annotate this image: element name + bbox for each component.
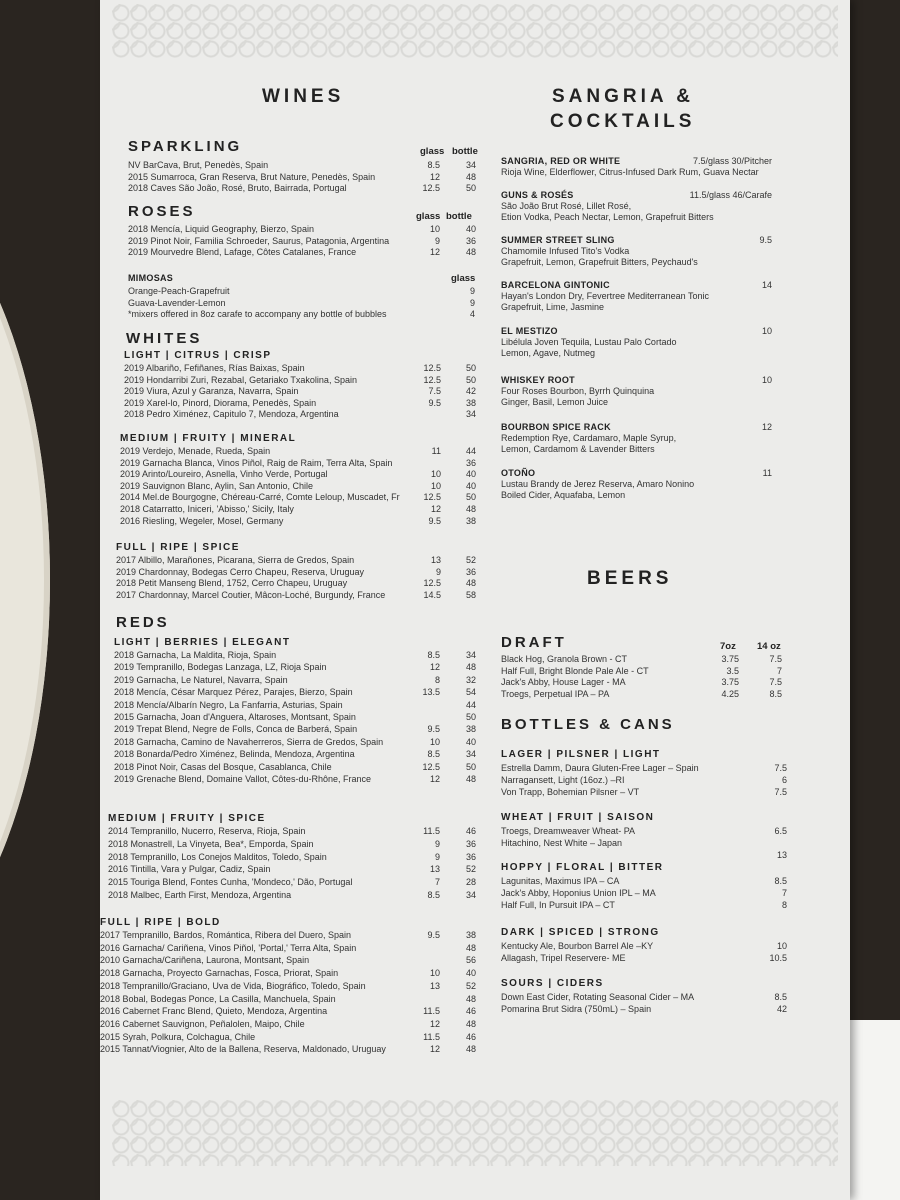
wine-name: 2016 Cabernet Franc Blend, Quieto, Mendoza, Argentina	[100, 1006, 328, 1017]
wine-bottle-price: 50	[465, 712, 476, 722]
wine-bottle-price: 46	[465, 1006, 476, 1017]
beer-price-14oz: 7.5	[769, 677, 782, 687]
cocktail-name: BARCELONA GINTONIC	[501, 280, 610, 290]
wine-name: 2019 Viura, Azul y Garanza, Navarra, Spain	[124, 386, 299, 396]
wine-row	[120, 516, 480, 529]
wine-bottle-price: 34	[465, 749, 476, 760]
wine-bottle-price: 50	[465, 374, 476, 385]
beer-price: 6.5	[774, 826, 787, 836]
beer-group-heading: DARK | SPICED | STRONG	[501, 927, 660, 938]
wine-bottle-price: 38	[465, 515, 476, 526]
bottle-beer-row	[501, 787, 791, 799]
wine-row	[114, 675, 474, 688]
decorative-pattern-bottom	[112, 1100, 838, 1166]
wine-bottle-price: 40	[465, 736, 476, 747]
wine-row	[128, 309, 488, 322]
wine-glass-price: 12.5	[423, 492, 441, 503]
wine-glass-price: 10	[429, 224, 440, 234]
cocktail-ingredients: Chamomile Infused Tito's Vodka	[501, 246, 630, 256]
wine-bottle-price: 48	[465, 171, 476, 182]
wine-group-heading: FULL | RIPE | BOLD	[100, 917, 221, 928]
wine-name: 2018 Garnacha, Proyecto Garnachas, Fosca, Priorat, Spain	[100, 968, 339, 979]
wine-glass-price: 12.5	[423, 578, 441, 589]
wine-glass-price: 12	[430, 504, 441, 514]
wine-group-heading: FULL | RIPE | SPICE	[116, 542, 240, 553]
wine-row	[108, 851, 476, 865]
beer-price: 10	[776, 941, 787, 951]
wine-name: 2018 Bonarda/Pedro Ximénez, Belinda, Mendoza, Argentina	[114, 749, 355, 760]
cocktail-name: EL MESTIZO	[501, 326, 558, 336]
wine-name: 2015 Garnacha, Joan d'Anguera, Altaroses, Montsant, Spain	[114, 712, 356, 722]
cocktail-name: BOURBON SPICE RACK	[501, 422, 611, 432]
bottle-beer-row	[501, 888, 791, 900]
wine-bottle-price: 50	[465, 492, 476, 503]
wine-glass-price: 8.5	[427, 890, 440, 900]
wine-bottle-price: 50	[465, 761, 476, 772]
wine-name: 2018 Caves São João, Rosé, Bruto, Bairrada, Portugal	[128, 183, 347, 193]
cocktail-ingredients: Grapefruit, Lime, Jasmine	[501, 302, 605, 312]
wine-name: Orange-Peach-Grapefruit	[128, 286, 230, 296]
bottle-beer-row	[501, 876, 791, 888]
wine-name: 2017 Chardonnay, Marcel Coutier, Mâcon-Loché, Burgundy, France	[116, 589, 386, 600]
wine-name: 2019 Pinot Noir, Familia Schroeder, Saurus, Patagonia, Argentina	[128, 235, 390, 246]
plate	[0, 170, 50, 990]
wine-bottle-price: 36	[465, 235, 476, 246]
beer-price: 6	[781, 775, 787, 786]
wine-glass-price: 9.5	[427, 724, 440, 735]
beer-price: 10.5	[769, 953, 787, 964]
beer-price: 8.5	[774, 876, 787, 886]
wine-row	[114, 687, 474, 700]
bottle-beer-row	[501, 992, 791, 1004]
wine-glass-price: 10	[429, 968, 440, 979]
wine-bottle-price: 48	[465, 1044, 476, 1055]
wine-name: 2017 Tempranillo, Bardos, Romántica, Ribera del Duero, Spain	[100, 930, 351, 940]
wine-bottle-price: 40	[465, 224, 476, 234]
wine-bottle-price: 48	[465, 1018, 476, 1029]
beer-price-14oz: 8.5	[769, 688, 782, 699]
decorative-pattern-top	[112, 4, 838, 58]
wine-glass-price: 12.5	[423, 363, 441, 373]
beer-price: 42	[776, 1004, 787, 1015]
wine-name: 2019 Garnacha, Le Naturel, Navarra, Spain	[114, 674, 288, 685]
wine-bottle-price: 46	[465, 826, 476, 836]
wine-glass-price: 8.5	[427, 650, 440, 660]
wine-name: 2018 Monastrell, La Vinyeta, Bea*, Emporda, Spain	[108, 838, 314, 849]
wine-glass-price: 12	[429, 171, 440, 182]
roses-glass-label: glass	[416, 211, 441, 222]
wine-row	[128, 183, 488, 196]
wine-glass-price: 9.5	[427, 930, 440, 940]
wine-name: 2018 Tempranillo/Graciano, Uva de Vida, Biográfico, Toledo, Spain	[100, 980, 366, 991]
wine-glass-price: 12	[429, 247, 440, 257]
wine-name: *mixers offered in 8oz carafe to accompany any bottle of bubbles	[128, 309, 387, 319]
wine-bottle-price: 44	[465, 446, 476, 456]
wine-name: 2019 Tempranillo, Bodegas Lanzaga, LZ, Rioja Spain	[114, 662, 327, 673]
beer-name: Hitachino, Nest White – Japan	[501, 838, 623, 849]
wine-bottle-price: 44	[465, 699, 476, 710]
wine-name: 2016 Garnacha/ Cariñena, Vinos Piñol, 'Portal,' Terra Alta, Spain	[100, 942, 357, 953]
wine-name: 2019 Chardonnay, Bodegas Cerro Chapeu, Reserva, Uruguay	[116, 566, 364, 577]
bottles-heading: BOTTLES & CANS	[501, 716, 675, 733]
cocktail-price: 9.5	[759, 235, 772, 245]
wine-glass-price: 12.5	[422, 761, 440, 772]
beer-name: Troegs, Perpetual IPA – PA	[501, 688, 610, 699]
wine-bottle-price: 34	[465, 409, 476, 419]
beer-name: Jack's Abby, Hoponius Union IPL – MA	[501, 888, 656, 899]
wine-name: 2018 Catarratto, Iniceri, 'Abisso,' Sicily, Italy	[120, 504, 294, 514]
wine-bottle-price: 52	[465, 555, 476, 565]
wine-bottle-price: 36	[465, 457, 476, 468]
cocktail-ingredients: Redemption Rye, Cardamaro, Maple Syrup,	[501, 433, 677, 443]
wine-group-heading: MEDIUM | FRUITY | MINERAL	[120, 433, 297, 444]
beer-name: Down East Cider, Rotating Seasonal Cider – MA	[501, 992, 695, 1002]
wine-name: 2016 Riesling, Wegeler, Mosel, Germany	[120, 515, 284, 526]
beer-group-heading: SOURS | CIDERS	[501, 978, 604, 989]
beer-group-heading: LAGER | PILSNER | LIGHT	[501, 749, 661, 760]
wine-glass-price: 9.5	[428, 515, 441, 526]
wine-group-heading: MEDIUM | FRUITY | SPICE	[108, 813, 266, 824]
beer-price-7oz: 3.75	[721, 677, 739, 687]
wine-row	[114, 700, 474, 713]
cocktail-price: 11	[762, 468, 772, 478]
wine-bottle-price: 28	[465, 877, 476, 888]
wine-bottle-price: 48	[465, 504, 476, 514]
beer-price: 8	[781, 900, 787, 911]
beer-name: Von Trapp, Bohemian Pilsner – VT	[501, 787, 640, 798]
wine-name: 2017 Albillo, Marañones, Picarana, Sierra de Gredos, Spain	[116, 555, 355, 565]
cocktail-name: GUNS & ROSÉS	[501, 190, 574, 200]
wine-row	[100, 980, 476, 994]
cocktail-ingredients: Ginger, Basil, Lemon Juice	[501, 397, 609, 407]
wine-row	[100, 1018, 476, 1032]
cocktail-price: 14	[761, 280, 772, 290]
wine-glass-price: 10	[429, 736, 440, 747]
wine-row	[100, 930, 476, 943]
sparkling-heading: SPARKLING	[128, 138, 243, 155]
wine-glass-price: 14.5	[423, 589, 441, 600]
beer-price: 7.5	[774, 763, 787, 773]
wine-name: 2010 Garnacha/Cariñena, Laurona, Montsant, Spain	[100, 955, 310, 966]
cocktail-price: 11.5/glass 46/Carafe	[689, 190, 772, 200]
beer-name: Narragansett, Light (16oz.) –RI	[501, 775, 625, 786]
cocktail-ingredients: Libélula Joven Tequila, Lustau Palo Cortado	[501, 337, 677, 347]
wine-bottle-price: 38	[465, 724, 476, 735]
wine-row	[100, 1031, 476, 1045]
wine-glass-price: 8.5	[427, 160, 440, 170]
wine-bottle-price: 34	[465, 890, 476, 900]
wine-glass-price: 13	[430, 555, 441, 565]
bottle-beer-row	[501, 1004, 791, 1016]
wine-name: 2018 Malbec, Earth First, Mendoza, Argentina	[108, 890, 292, 900]
cocktail-ingredients: São João Brut Rosé, Lillet Rosé,	[501, 201, 632, 211]
wine-glass-price: 12	[429, 774, 440, 784]
wine-glass-price: 8	[434, 674, 440, 685]
wine-bottle-price: 42	[465, 386, 476, 396]
wine-row	[100, 1044, 476, 1057]
wine-bottle-price: 40	[465, 469, 476, 480]
wine-bottle-price: 36	[465, 851, 476, 862]
wine-row	[114, 662, 474, 675]
wine-row	[108, 877, 476, 890]
draft-beer-row	[501, 677, 791, 689]
beer-price-7oz: 3.75	[721, 654, 739, 664]
wine-name: 2018 Pinot Noir, Casas del Bosque, Casablanca, Chile	[114, 761, 332, 772]
cocktail-name: SANGRIA, RED OR WHITE	[501, 156, 621, 166]
beer-group-heading: HOPPY | FLORAL | BITTER	[501, 862, 664, 873]
wine-bottle-price: 48	[465, 578, 476, 589]
wine-glass-price: 13	[429, 864, 440, 875]
draft-col-7oz: 7oz	[720, 641, 736, 652]
wine-bottle-price: 52	[465, 864, 476, 875]
wine-glass-price: 11.5	[423, 1006, 440, 1017]
cocktail-price: 10	[761, 326, 772, 336]
wine-name: 2019 Mourvedre Blend, Lafage, Côtes Catalanes, France	[128, 247, 357, 257]
wine-row	[108, 890, 476, 903]
wine-bottle-price: 36	[465, 838, 476, 849]
wine-name: 2018 Petit Manseng Blend, 1752, Cerro Chapeu, Uruguay	[116, 578, 348, 589]
draft-beer-row	[501, 654, 791, 666]
beer-name: Pomarina Brut Sidra (750mL) – Spain	[501, 1004, 652, 1015]
wine-name: 2019 Hondarribi Zuri, Rezabal, Getariako Txakolina, Spain	[124, 374, 357, 385]
wine-row	[114, 724, 474, 737]
wine-bottle-price: 48	[465, 942, 476, 953]
cocktail-name: SUMMER STREET SLING	[501, 235, 615, 245]
wine-row	[100, 1006, 476, 1019]
wine-bottle-price: 50	[465, 363, 476, 373]
beer-group-heading: WHEAT | FRUIT | SAISON	[501, 812, 655, 823]
beer-name: Jack's Abby, House Lager - MA	[501, 677, 626, 687]
wine-name: 2015 Touriga Blend, Fontes Cunha, 'Mondeco,' Dão, Portugal	[108, 877, 353, 888]
beer-price: 8.5	[774, 992, 787, 1002]
wine-glass-price: 11.5	[423, 826, 440, 836]
reds-heading: REDS	[116, 614, 170, 631]
beer-name: Estrella Damm, Daura Gluten-Free Lager – Spain	[501, 763, 699, 773]
wine-row	[114, 749, 474, 762]
wine-name: 2018 Mencía/Albarín Negro, La Fanfarria, Asturias, Spain	[114, 699, 343, 710]
wine-name: 2019 Garnacha Blanca, Vinos Piñol, Raig de Raim, Terra Alta, Spain	[120, 457, 393, 468]
wine-name: 2019 Verdejo, Menade, Rueda, Spain	[120, 446, 271, 456]
cocktail-ingredients: Lemon, Cardamom & Lavender Bitters	[501, 444, 655, 454]
wine-name: 2018 Bobal, Bodegas Ponce, La Casilla, Manchuela, Spain	[100, 993, 336, 1004]
wine-bottle-price: 50	[465, 183, 476, 193]
beer-name: Half Full, Bright Blonde Pale Ale - CT	[501, 665, 649, 676]
beer-price: 7.5	[774, 787, 787, 798]
wine-row	[100, 968, 476, 981]
wine-name: Guava-Lavender-Lemon	[128, 297, 226, 308]
wine-row	[124, 409, 484, 422]
wine-glass-price: 9	[434, 838, 440, 849]
wine-glass-price: 7	[434, 877, 440, 888]
wine-bottle-price: 38	[465, 397, 476, 408]
wine-name: 2015 Sumarroca, Gran Reserva, Brut Nature, Penedès, Spain	[128, 171, 376, 182]
beer-price-7oz: 4.25	[721, 688, 739, 699]
wine-name: 2019 Xarel-lo, Pinord, Diorama, Penedès, Spain	[124, 397, 317, 408]
roses-bottle-label: bottle	[446, 211, 472, 222]
wine-bottle-price: 56	[465, 955, 476, 966]
wine-glass-price: 10	[430, 469, 441, 480]
wine-bottle-price: 58	[465, 589, 476, 600]
wine-bottle-price: 48	[465, 662, 476, 673]
wine-name: 2018 Tempranillo, Los Conejos Malditos, Toledo, Spain	[108, 851, 327, 862]
wine-name: 2019 Sauvignon Blanc, Aylin, San Antonio, Chile	[120, 480, 313, 491]
cocktail-name: OTOÑO	[501, 468, 536, 478]
wine-glass-price: 7.5	[428, 386, 441, 396]
cocktail-ingredients: Four Roses Bourbon, Byrrh Quinquina	[501, 386, 655, 396]
wine-name: 2019 Albariño, Fefiñanes, Rías Baixas, Spain	[124, 363, 305, 373]
wine-name: 2016 Tintilla, Vara y Pulgar, Cadiz, Spain	[108, 864, 271, 875]
bottle-beer-row	[501, 941, 791, 953]
bottle-beer-row	[501, 900, 791, 912]
wine-glass-price: 4	[469, 309, 475, 319]
bottle-beer-row	[501, 838, 791, 850]
wine-row	[100, 993, 476, 1007]
wine-name: 2018 Mencía, Liquid Geography, Bierzo, Spain	[128, 224, 314, 234]
wine-row	[114, 737, 474, 750]
beer-name: Kentucky Ale, Bourbon Barrel Ale –KY	[501, 941, 654, 951]
beer-price-14oz: 7.5	[769, 654, 782, 664]
wine-glass-price: 9	[434, 851, 440, 862]
wine-bottle-price: 40	[465, 968, 476, 979]
wine-glass-price: 9	[469, 297, 475, 308]
wine-name: 2019 Trepat Blend, Negre de Folls, Conca de Barberá, Spain	[114, 724, 358, 735]
wine-name: 2015 Syrah, Polkura, Colchagua, Chile	[100, 1031, 256, 1042]
bottle-beer-row	[501, 775, 791, 787]
roses-heading: ROSES	[128, 203, 196, 220]
cocktails-heading-line2: COCKTAILS	[550, 111, 696, 132]
wine-glass-price: 11	[431, 446, 441, 456]
wine-bottle-price: 34	[465, 650, 476, 660]
beer-price-7oz: 3.5	[726, 665, 739, 676]
wine-bottle-price: 40	[465, 480, 476, 491]
wine-bottle-price: 52	[465, 980, 476, 991]
bottle-beer-row	[501, 953, 791, 965]
cocktail-ingredients: Hayan's London Dry, Fevertree Mediterranean Tonic	[501, 291, 709, 301]
wine-bottle-price: 48	[465, 247, 476, 257]
wine-row	[128, 247, 488, 260]
wine-group-heading: LIGHT | BERRIES | ELEGANT	[114, 637, 291, 648]
wine-name: 2018 Pedro Ximénez, Capitulo 7, Mendoza, Argentina	[124, 409, 339, 419]
wine-row	[114, 762, 474, 775]
wine-bottle-price: 36	[465, 566, 476, 577]
wine-glass-price: 11.5	[423, 1031, 440, 1042]
beer-price-14oz: 7	[776, 665, 782, 676]
wine-name: 2018 Mencía, César Marquez Pérez, Parajes, Bierzo, Spain	[114, 687, 353, 698]
wine-row	[116, 590, 476, 603]
wine-row	[108, 838, 476, 852]
beer-name: Black Hog, Granola Brown - CT	[501, 654, 628, 664]
beer-price: 13	[776, 850, 787, 861]
wine-bottle-price: 32	[465, 674, 476, 685]
wine-glass-price: 9	[469, 286, 475, 296]
beer-name: Lagunitas, Maximus IPA – CA	[501, 876, 620, 886]
wine-name: 2018 Garnacha, Camino de Navaherreros, Sierra de Gredos, Spain	[114, 736, 384, 747]
wine-name: 2018 Garnacha, La Maldita, Rioja, Spain	[114, 650, 277, 660]
cocktail-price: 10	[761, 375, 772, 385]
mimosas-heading: MIMOSAS	[128, 273, 174, 283]
sparkling-bottle-label: bottle	[452, 146, 478, 157]
wine-name: 2019 Arinto/Loureiro, Asnella, Vinho Verde, Portugal	[120, 469, 328, 480]
draft-beer-row	[501, 689, 791, 701]
wine-glass-price: 10	[430, 480, 441, 491]
beer-name: Troegs, Dreamweaver Wheat- PA	[501, 826, 636, 836]
wine-glass-price: 9	[434, 235, 440, 246]
cocktail-ingredients: Etion Vodka, Peach Nectar, Lemon, Grapefruit Bitters	[501, 212, 714, 222]
wine-glass-price: 12	[429, 1018, 440, 1029]
wine-bottle-price: 48	[465, 774, 476, 784]
wine-row	[108, 826, 476, 839]
bottle-beer-row	[501, 850, 791, 862]
wine-name: 2019 Grenache Blend, Domaine Vallot, Côtes-du-Rhône, France	[114, 774, 371, 784]
wine-bottle-price: 34	[465, 160, 476, 170]
wine-row	[114, 774, 474, 787]
cocktail-price: 12	[761, 422, 772, 432]
draft-beer-row	[501, 666, 791, 678]
wine-bottle-price: 54	[465, 687, 476, 698]
wine-row	[108, 864, 476, 877]
beer-name: Half Full, In Pursuit IPA – CT	[501, 900, 615, 911]
wine-glass-price: 9	[435, 566, 441, 577]
wine-bottle-price: 48	[465, 993, 476, 1004]
wines-heading: WINES	[262, 86, 345, 107]
wine-row	[100, 955, 476, 968]
wine-glass-price: 8.5	[427, 749, 440, 760]
whites-heading: WHITES	[126, 330, 203, 347]
wine-row	[100, 942, 476, 956]
draft-heading: DRAFT	[501, 634, 567, 651]
wine-glass-price: 13.5	[422, 687, 440, 698]
wine-glass-price: 12.5	[422, 183, 440, 193]
cocktail-ingredients: Rioja Wine, Elderflower, Citrus-Infused Dark Rum, Guava Nectar	[501, 167, 759, 177]
cocktail-ingredients: Boiled Cider, Aquafaba, Lemon	[501, 490, 626, 500]
wine-row	[114, 650, 474, 663]
cocktail-price: 7.5/glass 30/Pitcher	[692, 156, 772, 166]
wine-name: 2014 Tempranillo, Nucerro, Reserva, Rioja, Spain	[108, 826, 306, 836]
wine-glass-price: 12	[429, 662, 440, 673]
beer-price: 7	[781, 888, 787, 899]
wine-bottle-price: 46	[465, 1031, 476, 1042]
cocktail-ingredients: Grapefruit, Lemon, Grapefruit Bitters, Peychaud's	[501, 257, 698, 267]
wine-name: 2015 Tannat/Viognier, Alto de la Ballena, Reserva, Maldonado, Uruguay	[100, 1044, 386, 1055]
wine-group-heading: LIGHT | CITRUS | CRISP	[124, 350, 272, 361]
wine-glass-price: 12	[429, 1044, 440, 1055]
draft-col-14oz: 14 oz	[757, 641, 781, 652]
cocktail-ingredients: Lemon, Agave, Nutmeg	[501, 348, 596, 358]
wine-name: 2016 Cabernet Sauvignon, Peñalolen, Maipo, Chile	[100, 1018, 305, 1029]
cocktail-name: WHISKEY ROOT	[501, 375, 575, 385]
beer-name: Allagash, Tripel Reservere- ME	[501, 953, 626, 964]
cocktails-heading-line1: SANGRIA &	[552, 86, 694, 107]
wine-row	[114, 712, 474, 725]
wine-glass-price: 12.5	[423, 374, 441, 385]
wine-glass-price: 9.5	[428, 397, 441, 408]
beers-heading: BEERS	[587, 568, 673, 589]
mimosas-glass-label: glass	[451, 273, 476, 284]
wine-name: NV BarCava, Brut, Penedès, Spain	[128, 160, 269, 170]
wine-glass-price: 13	[429, 980, 440, 991]
bottle-beer-row	[501, 763, 791, 775]
menu-page	[100, 0, 850, 1200]
sparkling-glass-label: glass	[420, 146, 445, 157]
wine-bottle-price: 38	[465, 930, 476, 940]
cocktail-ingredients: Lustau Brandy de Jerez Reserva, Amaro Nonino	[501, 479, 695, 489]
wine-name: 2014 Mel.de Bourgogne, Chéreau-Carré, Comte Leloup, Muscadet, Fr	[120, 492, 400, 503]
bottle-beer-row	[501, 826, 791, 838]
